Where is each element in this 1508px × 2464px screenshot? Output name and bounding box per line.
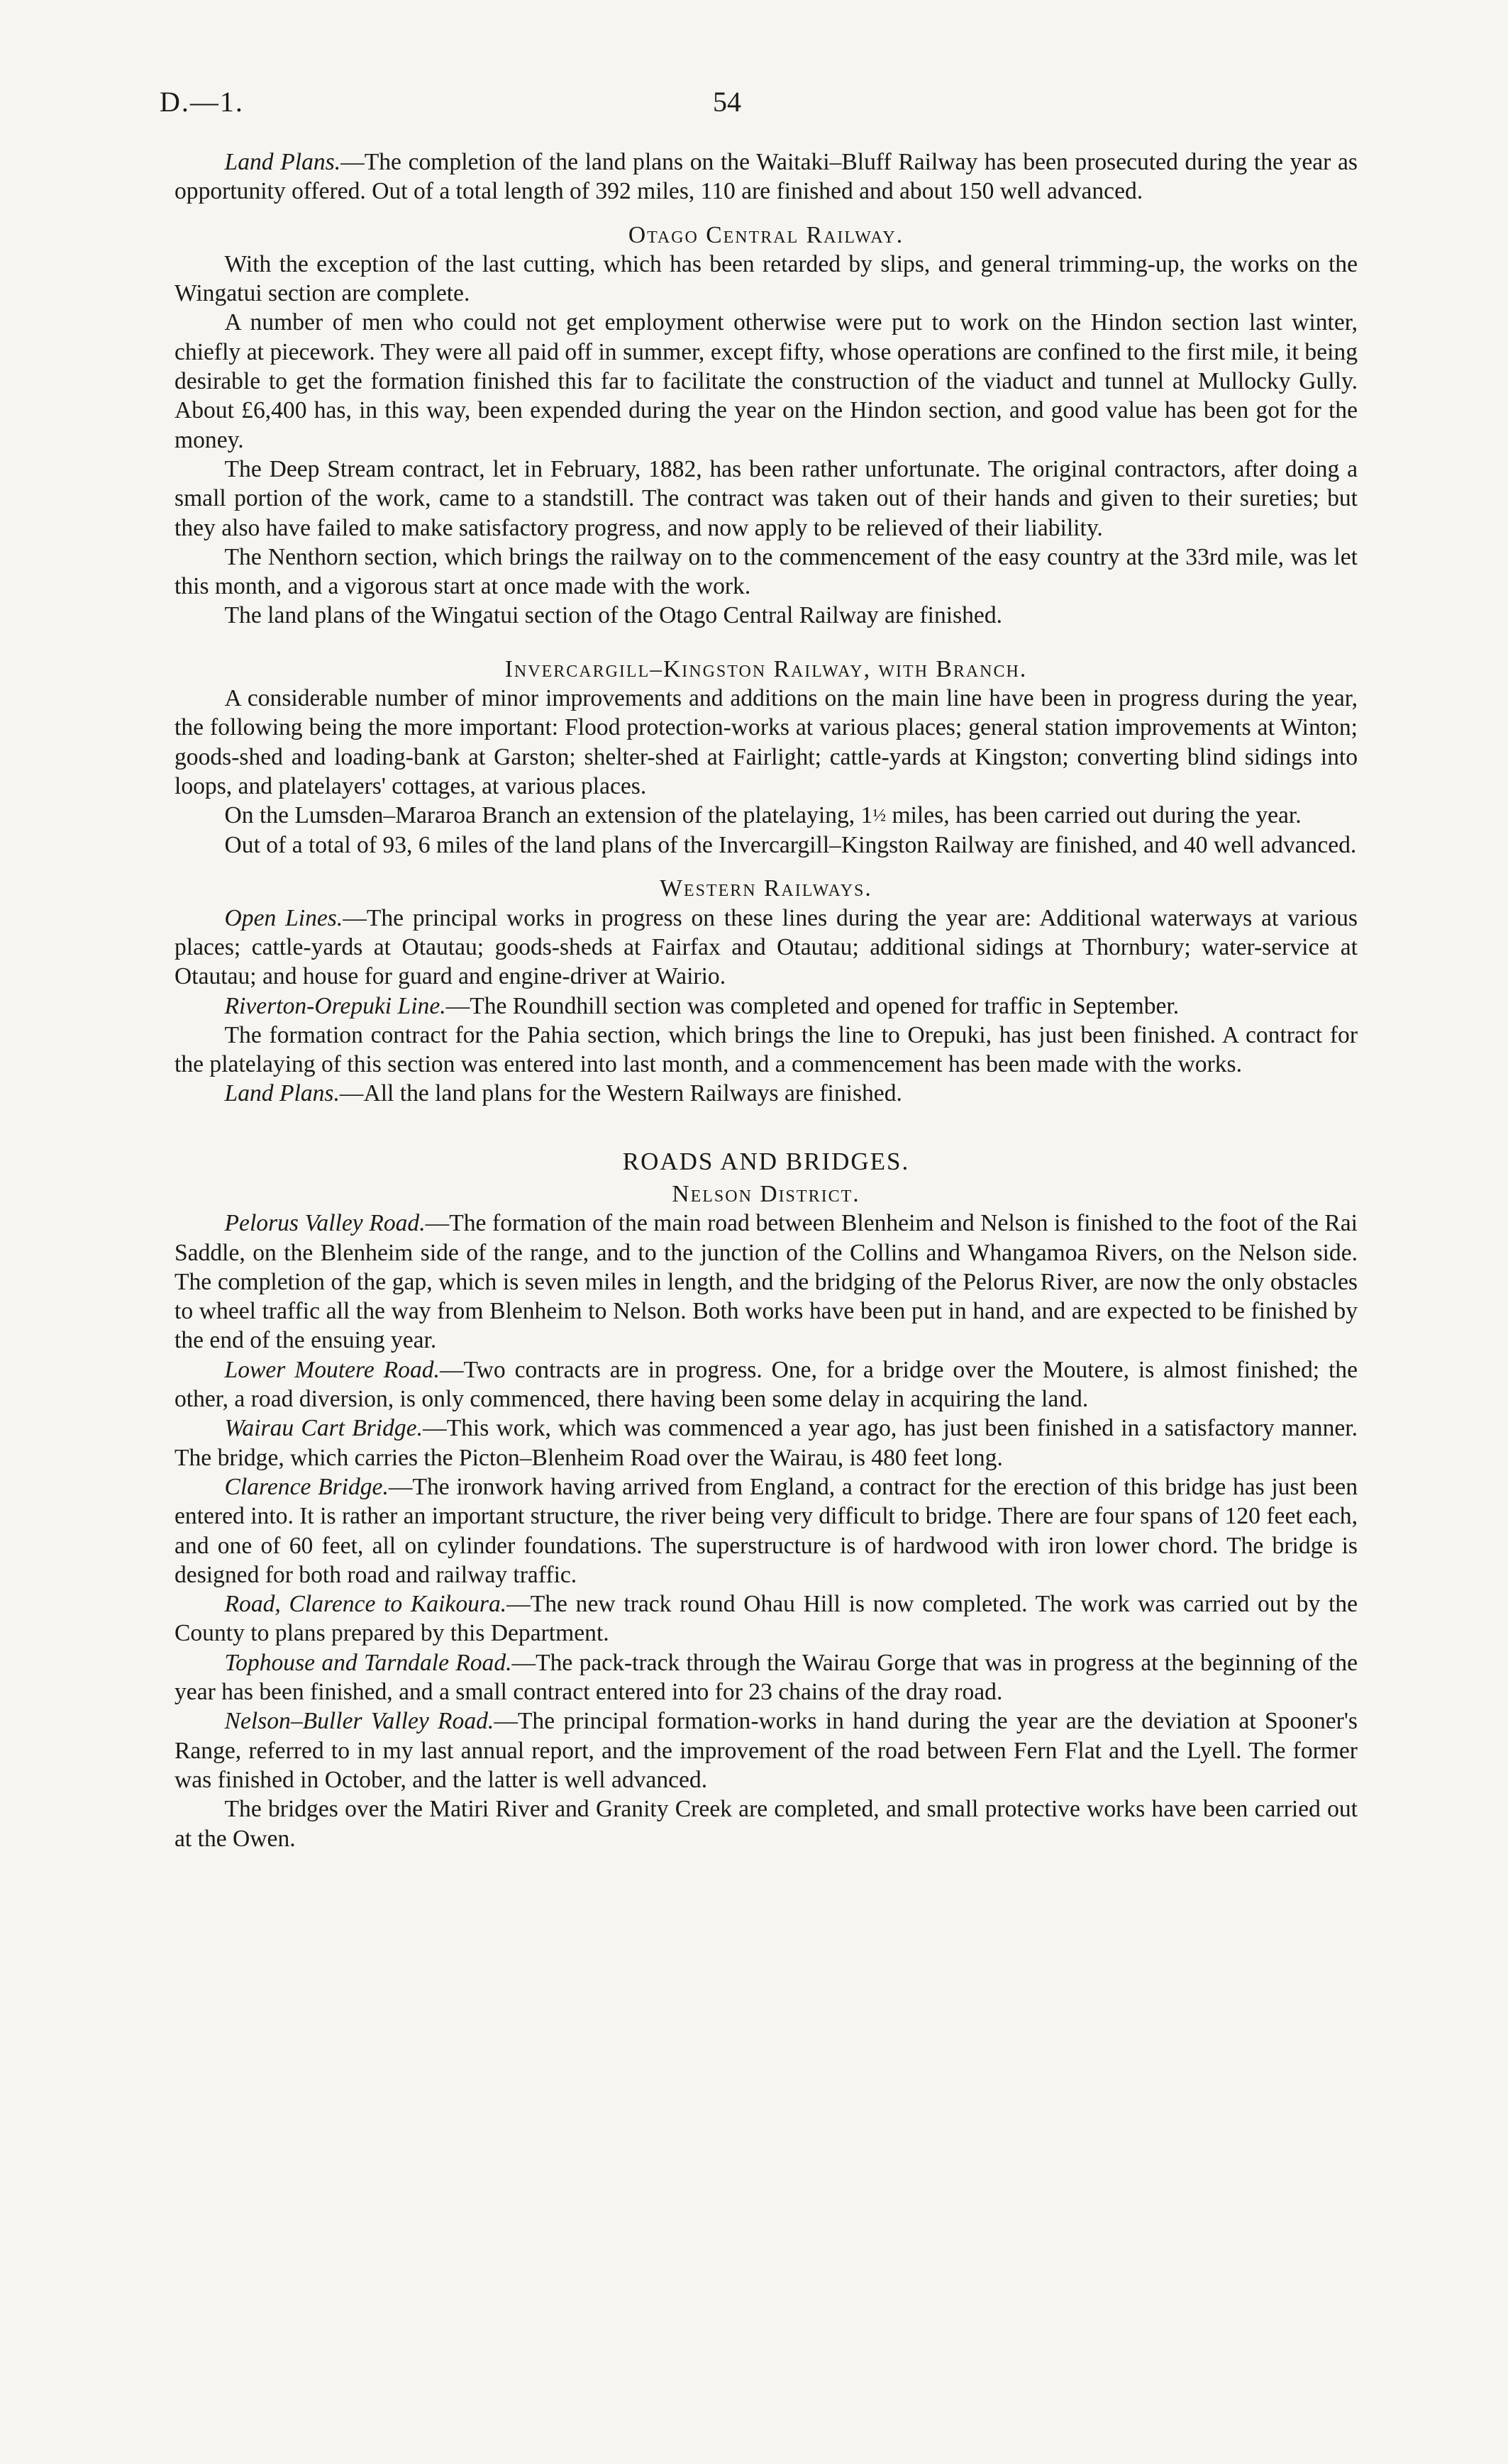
paragraph-lead: Open Lines. xyxy=(224,904,343,931)
paragraph-wairau-cart-bridge xyxy=(174,1414,1358,1472)
paragraph-lower-moutere-road xyxy=(174,1355,1358,1414)
paragraph-text: —The principal works in progress on these lines during the year are: Additional waterways at various places; cattle-yards at Otautau; goods-sheds at Fairfax and Otautau; additional sidings at Thornbury; water-service at Otautau; and house for guard and engine-driver at Wairio. xyxy=(174,904,1358,990)
heading-nelson-district: Nelson District. xyxy=(672,1181,860,1207)
paragraph-invercargill-land-plans: Out of a total of 93, 6 miles of the land plans of the Invercargill–Kingston Railway are finished, and 40 well advanced. xyxy=(224,832,1357,859)
paragraph-lead: Nelson–Buller Valley Road. xyxy=(224,1708,494,1735)
paragraph-pahia: The formation contract for the Pahia section, which brings the line to Orepuki, has just been finished. A contract for the platelaying of this section was entered into last month, and a commencement has been made with the works. xyxy=(174,1021,1358,1078)
paragraph-clarence-to-kaikoura xyxy=(174,1589,1358,1648)
paragraph-text: —The principal formation-works in hand during the year are the deviation at Spooner's Range, referred to in my last annual report, and the improvement of the road between Fern Flat and the Lyell. The former was finished in October, and the latter is well advanced. xyxy=(174,1708,1358,1793)
paragraph-text: —The Roundhill section was completed and opened for traffic in September. xyxy=(445,992,1180,1019)
paragraph-text: —This work, which was commenced a year ago, has just been finished in a satisfactory manner. The bridge, which carries the Picton–Blenheim Road over the Wairau, is 480 feet long. xyxy=(174,1415,1358,1471)
paragraph-text: On the Lumsden–Mararoa Branch an extension of the platelaying, 1 xyxy=(224,802,873,829)
paragraph-clarence-bridge xyxy=(174,1472,1358,1589)
paragraph-lumsden-mararoa xyxy=(174,801,1358,831)
paragraph-text: —All the land plans for the Western Railways are finished. xyxy=(339,1080,902,1107)
page-body xyxy=(174,148,1358,1853)
paragraph-pelorus-valley-road xyxy=(174,1209,1358,1355)
paragraph-lead: Clarence Bridge. xyxy=(224,1473,389,1500)
paragraph-wingatui: With the exception of the last cutting, which has been retarded by slips, and general trimming-up, the works on the Wingatui section are complete. xyxy=(174,250,1358,307)
page-header xyxy=(0,85,1508,135)
paragraph-text: —The formation of the main road between Blenheim and Nelson is finished to the foot of the Rai Saddle, on the Blenheim side of the range, and to the junction of the Collins and Whangamoa Rivers, on the Nelson side. The completion of the gap, which is seven miles in length, and the bridging of the Pelorus River, are now the only obstacles to wheel traffic all the way from Blenheim to Nelson. Both works have been put in hand, and are expected to be finished by the end of the ensuing year. xyxy=(174,1210,1358,1354)
heading-western-railways: Western Railways. xyxy=(660,875,872,902)
paragraph-riverton-orepuki xyxy=(174,992,1358,1021)
page-number: 54 xyxy=(713,86,741,118)
heading-invercargill-kingston-railway: Invercargill–Kingston Railway, with Branch. xyxy=(504,655,1028,682)
paragraph-lead: Land Plans. xyxy=(224,1080,340,1107)
paragraph-wingatui-land-plans: The land plans of the Wingatui section of the Otago Central Railway are finished. xyxy=(224,602,1003,629)
paragraph-land-plans-waitaki xyxy=(174,148,1358,206)
paragraph-western-land-plans xyxy=(174,1079,1358,1108)
paragraph-text: miles, has been carried out during the year. xyxy=(886,802,1302,829)
paragraph-text: —The completion of the land plans on the Waitaki–Bluff Railway has been prosecuted during the year as opportunity offered. Out of a total length of 392 miles, 110 are finished and about 150 well advanced. xyxy=(174,149,1358,205)
heading-roads-and-bridges: ROADS AND BRIDGES. xyxy=(622,1147,910,1175)
paragraph-hindon: A number of men who could not get employment otherwise were put to work on the Hindon section last winter, chiefly at piecework. They were all paid off in summer, except fifty, whose operations are confined to the first mile, it being desirable to get the formation finished this far to facilitate the construction of the viaduct and tunnel at Mullocky Gully. About £6,400 has, in this way, been expended during the year on the Hindon section, and good value has been got for the money. xyxy=(174,309,1358,453)
paragraph-text: —The ironwork having arrived from England, a contract for the erection of this bridge has just been entered into. It is rather an important structure, the river being very difficult to bridge. There are four spans of 120 feet each, and one of 60 feet, all on cylinder foundations. The superstructure is of hardwood with iron lower chord. The bridge is designed for both road and railway traffic. xyxy=(174,1473,1358,1588)
paragraph-text: —The new track round Ohau Hill is now completed. The work was carried out by the County to plans prepared by this Department. xyxy=(174,1591,1358,1647)
heading-otago-central-railway: Otago Central Railway. xyxy=(628,221,904,248)
paragraph-lead: Wairau Cart Bridge. xyxy=(224,1415,423,1442)
paragraph-text: —Two contracts are in progress. One, for a bridge over the Moutere, is almost finished; the other, a road diversion, is only commenced, there having been some delay in acquiring the land. xyxy=(174,1356,1358,1413)
fraction: ½ xyxy=(872,806,887,826)
paragraph-lead: Pelorus Valley Road. xyxy=(224,1210,426,1237)
paragraph-nenthorn: The Nenthorn section, which brings the railway on to the commencement of the easy country at the 33rd mile, was let this month, and a vigorous start at once made with the work. xyxy=(174,543,1358,600)
document-reference: D.—1. xyxy=(160,86,244,118)
paragraph-lead: Riverton-Orepuki Line. xyxy=(224,992,446,1019)
paragraph-tophouse-tarndale-road xyxy=(174,1648,1358,1707)
paragraph-open-lines xyxy=(174,904,1358,992)
paragraph-nelson-buller-valley-road xyxy=(174,1707,1358,1794)
paragraph-text: —The pack-track through the Wairau Gorge that was in progress at the beginning of the year has been finished, and a small contract entered into for 23 chains of the dray road. xyxy=(174,1649,1358,1706)
paragraph-lead: Road, Clarence to Kaikoura. xyxy=(224,1591,507,1618)
paragraph-main-line-improvements: A considerable number of minor improvements and additions on the main line have been in progress during the year, the following being the more important: Flood protection-works at various places; general station improvements at Winton; goods-shed and loading-bank at Garston; shelter-shed at Fairlight; cattle-yards at Kingston; converting blind sidings into loops, and platelayers' cottages, at various places. xyxy=(174,685,1358,799)
paragraph-lead: Lower Moutere Road. xyxy=(224,1356,440,1383)
paragraph-lead: Land Plans. xyxy=(224,149,341,175)
paragraph-deep-stream: The Deep Stream contract, let in February, 1882, has been rather unfortunate. The original contractors, after doing a small portion of the work, came to a standstill. The contract was taken out of their hands and given to their sureties; but they also have failed to make satisfactory progress, and now apply to be relieved of their liability. xyxy=(174,455,1358,541)
paragraph-matiri-granity-bridges: The bridges over the Matiri River and Granity Creek are completed, and small protective works have been carried out at the Owen. xyxy=(174,1796,1358,1852)
paragraph-lead: Tophouse and Tarndale Road. xyxy=(224,1649,512,1676)
